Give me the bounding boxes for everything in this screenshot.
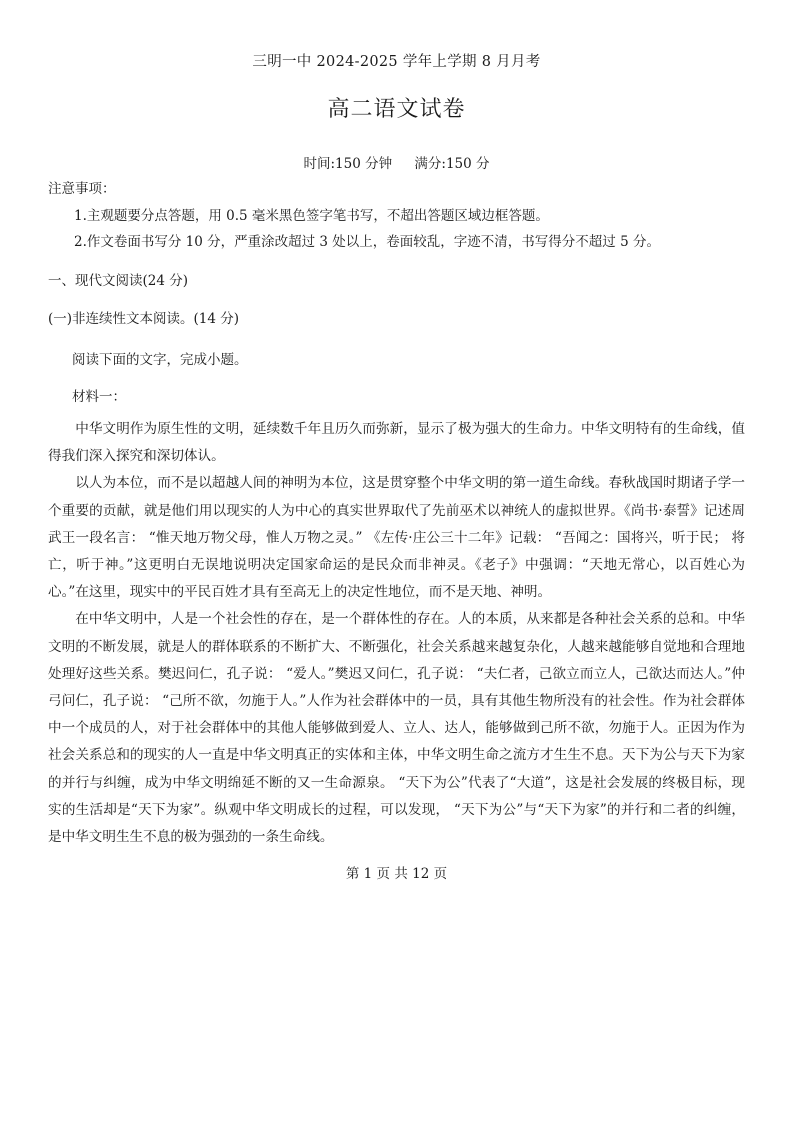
reading-instruction: 阅读下面的文字，完成小题。 <box>72 352 248 368</box>
paper-title: 高二语文试卷 <box>327 97 466 122</box>
note-item: 1.主观题要分点答题，用 0.5 毫米黑色签字笔书写，不超出答题区域边框答题。 <box>74 208 549 224</box>
subsection-title: (一)非连续性文本阅读。(14 分) <box>48 311 240 327</box>
exam-duration: 时间:150 分钟 <box>303 156 393 172</box>
section-title: 一、现代文阅读(24 分) <box>48 273 189 289</box>
page-number: 第 1 页 共 12 页 <box>345 866 448 882</box>
material-label: 材料一： <box>72 389 126 405</box>
paragraph: 在中华文明中，人是一个社会性的存在，是一个群体性的存在。人的本质，从来都是各种社会关系的总和。中华文明的不断发展，就是人的群体联系的不断扩大、不断强化，社会关系越来越复杂化，人越来越能够自觉地和合理地处理好这些关系。樊迟问仁，孔子说： “爱人。”樊迟又问仁，孔子说： “夫仁者，己欲立而立人，己欲达而达人。”仲弓问仁，孔子说： “己所不欲，勿施于人。”人作为社会群体中的一员，具有其他生物所没有的社会性。作为社会群体中一个成员的人，对于社会群体中的其他人能够做到爱人、立人、达人，能够做到己所不欲，勿施于人。正因为作为社会关系总和的现实的人一直是中华文明真正的实体和主体，中华文明生命之流方才生生不息。天下为公与天下为家的并行与纠缠，成为中华文明绵延不断的又一生命源泉。 “天下为公”代表了“大道”，这是社会发展的终极目标，现实的生活却是“天下为家”。纵观中华文明成长的过程，可以发现， “天下为公”与“天下为家”的并行和二者的纠缠，是中华文明生生不息的极为强劲的一条生命线。 <box>48 611 745 846</box>
paragraph: 中华文明作为原生性的文明，延续数千年且历久而弥新，显示了极为强大的生命力。中华文明特有的生命线，值得我们深入探究和深切体认。 <box>48 421 745 465</box>
notes-title: 注意事项： <box>48 181 116 197</box>
exam-name: 三明一中 2024-2025 学年上学期 8 月月考 <box>252 54 541 70</box>
full-score: 满分:150 分 <box>414 156 490 172</box>
material-body <box>48 416 745 851</box>
note-item: 2.作文卷面书写分 10 分，严重涂改超过 3 处以上，卷面较乱，字迹不清，书写得分不超过 5 分。 <box>74 234 660 250</box>
time-score-line <box>0 152 793 172</box>
paragraph: 以人为本位，而不是以超越人间的神明为本位，这是贯穿整个中华文明的第一道生命线。春秋战国时期诸子学一个重要的贡献，就是他们用以现实的人为中心的真实世界取代了先前巫术以神统人的虚拟世界。《尚书·泰誓》记述周武王一段名言： “惟天地万物父母，惟人万物之灵。” 《左传·庄公三十二年》记载： “吾闻之：国将兴，听于民； 将亡，听于神。”这更明白无误地说明决定国家命运的是民众而非神灵。《老子》中强调：“天地无常心，以百姓心为心。”在这里，现实中的平民百姓才具有至高无上的决定性地位，而不是天地、神明。 <box>48 475 745 601</box>
